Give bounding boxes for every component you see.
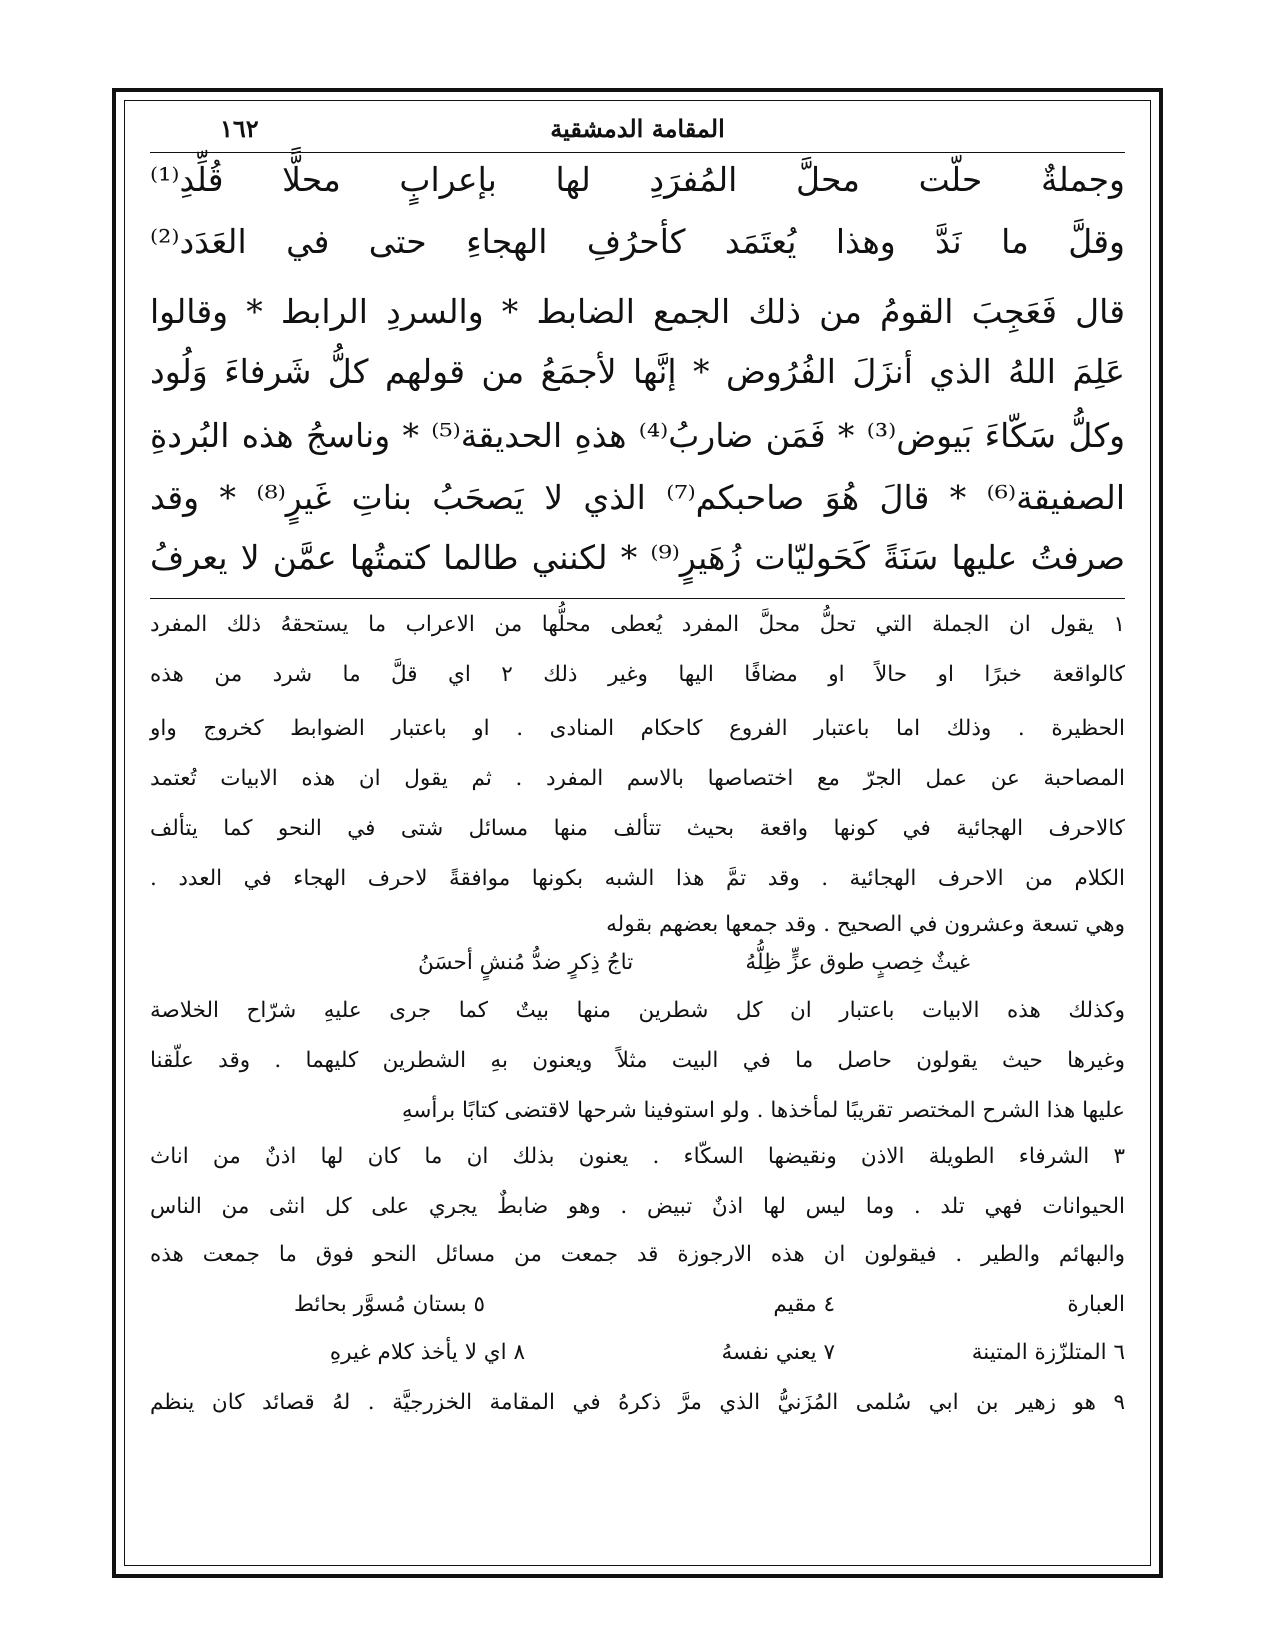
footnote-rule <box>150 598 1125 599</box>
page-title: المقامة الدمشقية <box>550 114 725 143</box>
glosses-row-1 <box>150 1292 1125 1322</box>
footnotes-part-1: ١ يقول ان الجملة التي تحلُّ محلَّ المفرد يُعطى محلُّها من الاعراب ما يستحقهُ ذلك المفرد كالواقعة خبرًا او حالاً او مضافًا اليها وغير ذلك ٢ اي قلَّ ما شرد من هذه الحظيرة . وذلك اما باعتبار الفروع كاحكام المنادى . او باعتبار الضوابط كخروج واو المصاحبة عن عمل الجرّ مع اختصاصها بالاسم المفرد . ثم يقول ان هذه الابيات تُعتمد كالاحرف الهجائية في كونها واقعة بحيث تتألف منها مسائل شتى في النحو كما يتألف الكلام من الاحرف الهجائية . وقد تمَّ هذا الشبه بكونها موافقةً لاحرف الهجاء في العدد . وهي تسعة وعشرون في الصحيح . وقد جمعها بعضهم بقوله <box>150 612 1125 937</box>
gloss-item: ٥ بستان مُسوَّر بحائط <box>293 1292 485 1317</box>
footnotes-part-2: وكذلك هذه الابيات باعتبار ان كل شطرين منها بيتٌ كما جرى عليهِ شرّاح الخلاصة وغيرها حيث يقولون حاصل ما في البيت مثلاً ويعنون بهِ الشطرين كليهما . وقد علّقنا عليها هذا الشرح المختصر تقريبًا لمأخذها . ولو استوفينا شرحها لاقتضى كتابًا برأسهِ ٣ الشرفاء الطويلة الاذن ونقيضها السكّاء . يعنون بذلك ان ما كان لها اذنٌ من اناث الحيوانات فهي تلد . وما ليس لها اذنٌ تبيض . وهو ضابطٌ يجري على كل انثى من الناس والبهائم والطير . فيقولون ان هذه الارجوزة قد جمعت من مسائل النحو فوق ما جمعت هذه <box>150 998 1125 1267</box>
page-number: ١٦٢ <box>220 114 259 143</box>
verse-left-hemistich: تاجُ ذِكرٍ ضدُّ مُنشٍ أحسَنُ <box>418 950 634 975</box>
gloss-item: ٤ مقيم <box>773 1292 835 1317</box>
header-rule <box>150 152 1125 153</box>
gloss-item: ٦ المتلزّزة المتينة <box>971 1340 1125 1365</box>
gloss-item: العبارة <box>1067 1292 1125 1317</box>
footnotes-last: ٩ هو زهير بن ابي سُلمى المُزَنيُّ الذي مرَّ ذكرهُ في المقامة الخزرجيَّة . لهُ قصائد كان ينظم <box>150 1390 1125 1415</box>
gloss-item: ٧ يعني نفسهُ <box>721 1340 835 1365</box>
glosses-row-2 <box>150 1340 1125 1370</box>
page-header <box>150 112 1125 152</box>
verse-right-hemistich: غيثٌ خِصبٍ طوق عزٍّ ظِلُّهُ <box>745 950 970 975</box>
quoted-verse <box>150 950 1125 984</box>
gloss-item: ٨ اي لا يأخذ كلام غيرهِ <box>329 1340 525 1365</box>
main-text: وجملةٌ حلّت محلَّ المُفرَدِ لها بإعرابٍ محلًّا قُلِّدِ⁽¹⁾ وقلَّ ما نَدَّ وهذا يُعتَمَد كأحرُفِ الهجاءِ حتى في العَدَد⁽²⁾ قال فَعَجِبَ القومُ من ذلك الجمع الضابط * والسردِ الرابط * وقالوا عَلِمَ اللهُ الذي أنزَلَ الفُرُوض * إنَّها لأجمَعُ من قولهم كلُّ شَرفاءَ وَلُود وكلُّ سَكّاءَ بَيوض⁽³⁾ * فَمَن ضاربُ⁽⁴⁾ هذهِ الحديقة⁽⁵⁾ * وناسجُ هذه البُردةِ الصفيقة⁽⁶⁾ * قالَ هُوَ صاحبكم⁽⁷⁾ الذي لا يَصحَبُ بناتِ غَيرٍ⁽⁸⁾ * وقد صرفتُ عليها سَنَةً كَحَوليّات زُهَيرٍ⁽⁹⁾ * لكنني طالما كتمتُها عمَّن لا يعرفُ <box>150 160 1126 577</box>
